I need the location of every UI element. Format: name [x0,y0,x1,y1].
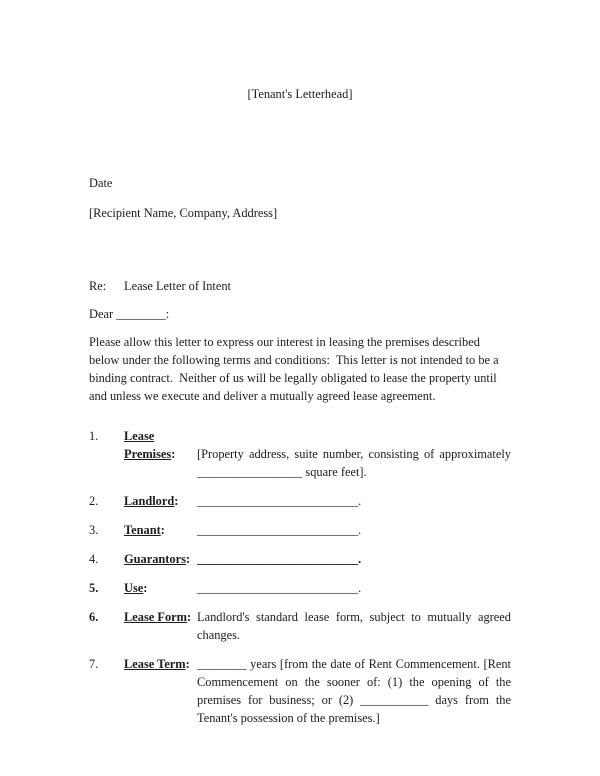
item-content: __________________________. [197,552,362,566]
item-content: ________ years [from the date of Rent Commencement. [Rent Commencement on the sooner of: (1) the opening of the premises for business; or (2) ___________ days from the Tenant's possession of the premises.] [197,657,511,725]
re-line [89,277,511,295]
item-number: 2. [89,494,99,508]
item-number: 5. [89,581,99,595]
list-item-lease-premises [89,427,511,481]
list-item-guarantors [89,550,511,568]
item-content: __________________________. [197,581,362,595]
list-item-lease-form [89,608,511,644]
item-term: Landlord: [124,494,179,508]
salutation-line: Dear ________: [89,307,170,321]
item-term: Use: [124,581,148,595]
list-item-use [89,579,511,597]
item-term: Guarantors: [124,552,191,566]
item-term: Tenant: [124,523,165,537]
item-content: Landlord's standard lease form, subject to mutually agreed changes. [197,610,511,642]
intro-paragraph: Please allow this letter to express our interest in leasing the premises described below under the following terms and conditions: This letter is not intended to be a binding contract. Neither of us will be legally obligated to lease the property until and unless we execute and deliver a mutually agreed lease agreement. [89,335,502,403]
list-item-tenant [89,521,511,539]
item-term: Lease Premises: [124,429,176,461]
item-content: [Property address, suite number, consisting of approximately _________________ square feet]. [197,447,511,479]
re-label: Re: [89,279,107,293]
re-subject: Lease Letter of Intent [124,279,231,293]
item-number: 6. [89,610,99,624]
list-item-lease-term [89,655,511,727]
recipient-line: [Recipient Name, Company, Address] [89,206,278,220]
item-number: 1. [89,429,99,443]
item-number: 7. [89,657,99,671]
item-term: Lease Term: [124,657,190,671]
item-content: __________________________. [197,523,362,537]
list-item-landlord [89,492,511,510]
date-line: Date [89,176,113,190]
letterhead-line: [Tenant's Letterhead] [247,87,353,101]
item-term: Lease Form: [124,610,192,624]
item-content: __________________________. [197,494,362,508]
item-number: 3. [89,523,99,537]
terms-list [89,427,511,727]
item-number: 4. [89,552,99,566]
